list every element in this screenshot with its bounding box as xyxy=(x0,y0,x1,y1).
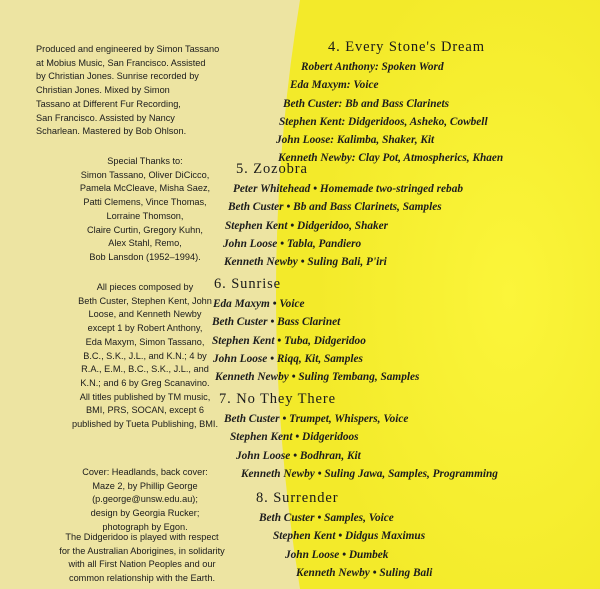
composed-line: K.N.; and 6 by Greg Scanavino. xyxy=(80,377,210,388)
track-title: 7. No They There xyxy=(219,391,336,407)
thanks-line: Lorraine Thomson, xyxy=(106,210,184,221)
credit-line: Christian Jones. Mixed by Simon xyxy=(36,85,170,96)
composed-line: Eda Maxym, Simon Tassano, xyxy=(85,336,205,347)
track-title: 4. Every Stone's Dream xyxy=(328,39,485,55)
track-credit: Kenneth Newby • Suling Bali xyxy=(296,566,433,579)
track-credit: Beth Custer • Samples, Voice xyxy=(259,512,394,524)
track-title: 8. Surrender xyxy=(256,490,339,506)
credit-line: San Francisco. Assisted by Nancy xyxy=(36,112,175,123)
cover-line: design by Georgia Rucker; xyxy=(90,508,200,519)
didgeridoo-note xyxy=(24,531,260,586)
thanks-line: Alex Stahl, Remo, xyxy=(108,238,182,249)
track-credit: Stephen Kent • Didgus Maximus xyxy=(273,530,426,543)
track-credit: John Loose: Kalimba, Shaker, Kit xyxy=(276,134,435,147)
track-credit: Peter Whitehead • Homemade two-stringed rebab xyxy=(233,183,463,195)
credit-line: at Mobius Music, San Francisco. Assisted xyxy=(36,57,206,68)
track-credit: John Loose • Tabla, Pandiero xyxy=(223,237,362,250)
credit-line: Tassano at Different Fur Recording, xyxy=(36,98,181,109)
track-block xyxy=(219,391,498,483)
track-block xyxy=(214,276,419,386)
didgeridoo-line: for the Australian Aborigines, in solidarity xyxy=(59,545,225,556)
track-credit: John Loose • Riqq, Kit, Samples xyxy=(213,352,363,365)
cover-line: Maze 2, by Phillip George xyxy=(92,480,198,491)
track-credit: Stephen Kent • Didgeridoo, Shaker xyxy=(225,219,389,232)
thanks-line: Patti Clemens, Vince Thomas, xyxy=(83,197,207,208)
track-credit: Beth Custer • Bass Clarinet xyxy=(212,316,341,329)
cover-line: (p.george@unsw.edu.au); xyxy=(92,494,198,505)
track-credit: John Loose • Dumbek xyxy=(285,548,389,561)
track-credit: Stephen Kent • Tuba, Didgeridoo xyxy=(212,334,366,347)
composed-line: All pieces composed by xyxy=(96,282,194,292)
composed-line: published by Tueta Publishing, BMI. xyxy=(71,419,219,430)
track-credit: Stephen Kent • Didgeridoos xyxy=(230,431,359,444)
didgeridoo-line: common relationship with the Earth. xyxy=(68,573,216,584)
track-title: 5. Zozobra xyxy=(236,161,308,177)
thanks-line: Pamela McCleave, Misha Saez, xyxy=(79,183,211,194)
track-credit: Kenneth Newby • Suling Jawa, Samples, Programming xyxy=(241,467,498,480)
composed-line: except 1 by Robert Anthony, xyxy=(87,323,203,334)
cover-line: photograph by Egon. xyxy=(102,521,188,532)
track-credit: Eda Maxym • Voice xyxy=(213,298,305,310)
track-title: 6. Sunrise xyxy=(214,276,281,292)
track-credit: Robert Anthony: Spoken Word xyxy=(301,61,444,73)
thanks-line: Simon Tassano, Oliver DiCicco, xyxy=(80,169,210,180)
track-credit: Beth Custer • Bb and Bass Clarinets, Samples xyxy=(228,201,442,214)
track-block xyxy=(256,490,432,582)
track-credit: John Loose • Bodhran, Kit xyxy=(236,449,361,462)
composed-line: Beth Custer, Stephen Kent, John xyxy=(78,295,212,306)
track-block xyxy=(276,39,504,168)
credit-line: Scharlean. Mastered by Bob Ohlson. xyxy=(36,126,187,137)
track-block xyxy=(223,161,463,271)
composed-line: All titles published by TM music, xyxy=(79,391,211,402)
credit-line: by Christian Jones. Sunrise recorded by xyxy=(36,71,199,82)
track-credit: Kenneth Newby • Suling Tembang, Samples xyxy=(215,371,420,384)
credit-line: Produced and engineered by Simon Tassano xyxy=(36,44,220,54)
composed-line: B.C., S.K., J.L., and K.N.; 4 by xyxy=(83,350,207,361)
track-credit: Stephen Kent: Didgeridoos, Asheko, Cowbell xyxy=(279,115,488,128)
special-thanks xyxy=(40,155,250,265)
track-credit: Kenneth Newby • Suling Bali, P'iri xyxy=(224,256,387,269)
thanks-line: Bob Lansdon (1952–1994). xyxy=(89,251,201,262)
didgeridoo-line: with all First Nation Peoples and our xyxy=(68,559,216,570)
thanks-line: Special Thanks to: xyxy=(107,156,183,166)
didgeridoo-line: The Didgeridoo is played with respect xyxy=(65,532,219,542)
composed-line: R.A., E.M., B.C., S.K., J.L., and xyxy=(81,364,209,375)
cover-line: Cover: Headlands, back cover: xyxy=(82,467,208,477)
composed-line: Loose, and Kenneth Newby xyxy=(88,309,202,320)
production-credits xyxy=(36,43,219,139)
track-credit: Beth Custer: Bb and Bass Clarinets xyxy=(283,97,450,110)
track-credit: Eda Maxym: Voice xyxy=(290,79,379,92)
track-credit: Kenneth Newby: Clay Pot, Atmospherics, Khaen xyxy=(278,152,504,165)
track-credit: Beth Custer • Trumpet, Whispers, Voice xyxy=(224,413,409,425)
thanks-line: Claire Curtin, Gregory Kuhn, xyxy=(87,224,203,235)
composed-line: BMI, PRS, SOCAN, except 6 xyxy=(86,405,204,416)
